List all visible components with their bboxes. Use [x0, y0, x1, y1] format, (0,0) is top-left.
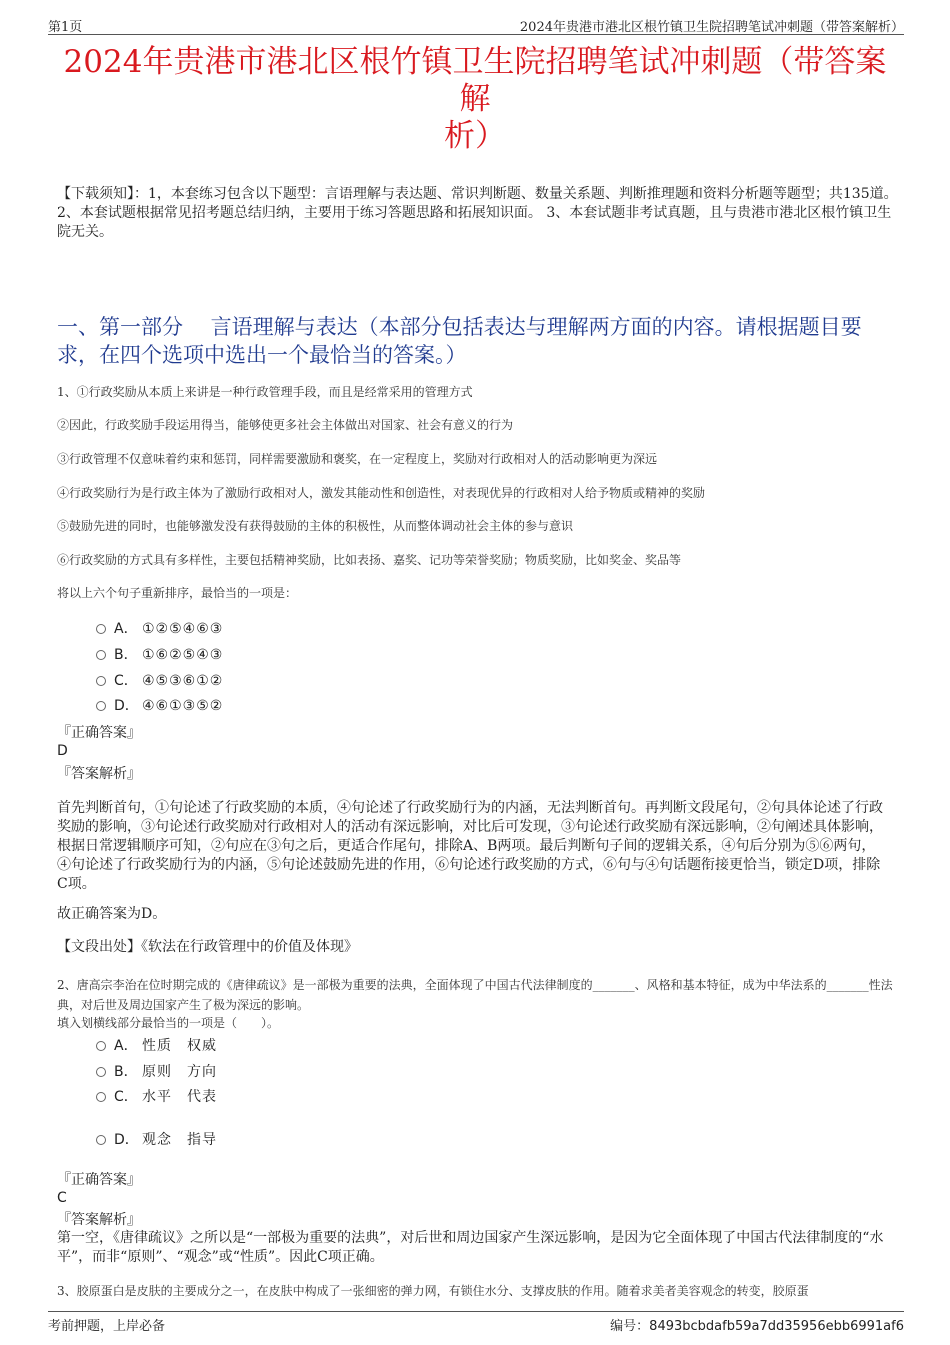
option-value: 水平 代表	[142, 1089, 217, 1105]
q2-answer-label: 『正确答案』	[57, 1172, 141, 1188]
page-number: 第1页	[48, 20, 83, 35]
q1-line-5: ⑤鼓励先进的同时，也能够激发没有获得鼓励的主体的积极性，从而整体调动社会主体的参与意识	[57, 519, 574, 533]
option-value: ①⑥②⑤④③	[142, 647, 224, 663]
q1-option-b[interactable]	[96, 646, 223, 664]
q1-conclusion: 故正确答案为D。	[57, 906, 167, 922]
option-key: B．	[114, 647, 138, 663]
q2-option-a[interactable]	[96, 1037, 217, 1055]
q1-option-d[interactable]	[96, 697, 223, 715]
option-key: D．	[114, 698, 139, 714]
option-value: ④⑥①③⑤②	[142, 698, 224, 714]
option-value: 性质 权威	[142, 1038, 217, 1054]
footer-code-label: 编号：	[610, 1319, 650, 1334]
option-key: D．	[114, 1132, 139, 1148]
q2-analysis: 第一空，《唐律疏议》之所以是“一部极为重要的法典”，对后世和周边国家产生深远影响，是因为它全面体现了中国古代法律制度的“水平”，而非“原则”、“观念”或“性质”。因此C项正确。	[57, 1230, 884, 1265]
page-footer	[48, 1311, 904, 1334]
radio-icon[interactable]	[96, 650, 106, 660]
option-key: A．	[114, 621, 138, 637]
option-value: 观念 指导	[142, 1132, 217, 1148]
q1-line-4: ④行政奖励行为是行政主体为了激励行政相对人，激发其能动性和创造性，对表现优异的行政相对人给予物质或精神的奖励	[57, 486, 706, 500]
option-key: C．	[114, 1089, 138, 1105]
q1-line-2: ②因此，行政奖励手段运用得当，能够使更多社会主体做出对国家、社会有意义的行为	[57, 418, 514, 432]
q2-answer: C	[57, 1190, 67, 1206]
footer-code-value: 8493bcbdafb59a7dd35956ebb6991af6	[649, 1319, 904, 1334]
q1-option-c[interactable]	[96, 672, 223, 690]
radio-icon[interactable]	[96, 624, 106, 634]
radio-icon[interactable]	[96, 1041, 106, 1051]
q1-option-a[interactable]	[96, 620, 223, 638]
download-notice: 【下载须知】：1，本套练习包含以下题型：言语理解与表达题、常识判断题、数量关系题、判断推理题和资料分析题等题型；共135道。 2、本套试题根据常见招考题总结归纳，主要用于练习答题思路和拓展知识面。 3、本套试题非考试真题，且与贵港市港北区根竹镇卫生院无关。	[57, 186, 898, 240]
q1-line-3: ③行政管理不仅意味着约束和惩罚，同样需要激励和褒奖，在一定程度上，奖励对行政相对人的活动影响更为深远	[57, 452, 658, 466]
option-value: ①②⑤④⑥③	[142, 621, 224, 637]
document-title	[50, 44, 900, 155]
option-value: ④⑤③⑥①②	[142, 673, 224, 689]
title-line-1: 2024年贵港市港北区根竹镇卫生院招聘笔试冲刺题（带答案解	[63, 44, 887, 117]
title-line-2: 析）	[444, 118, 506, 154]
radio-icon[interactable]	[96, 1067, 106, 1077]
footer-slogan: 考前押题，上岸必备	[48, 1319, 166, 1334]
q1-source: 【文段出处】《软法在行政管理中的价值及体现》	[57, 939, 358, 955]
footer-code	[610, 1315, 904, 1334]
q1-prompt: 将以上六个句子重新排序，最恰当的一项是：	[57, 586, 298, 600]
q3-text: 3、胶原蛋白是皮肤的主要成分之一，在皮肤中构成了一张细密的弹力网，有锁住水分、支撑皮肤的作用。随着求美者美容观念的转变，胶原蛋	[57, 1284, 809, 1298]
q2-prompt: 填入划横线部分最恰当的一项是（ ）。	[57, 1016, 280, 1030]
radio-icon[interactable]	[96, 1135, 106, 1145]
q1-analysis-label: 『答案解析』	[57, 766, 141, 782]
radio-icon[interactable]	[96, 1092, 106, 1102]
q2-option-c[interactable]	[96, 1088, 217, 1106]
q2-analysis-label: 『答案解析』	[57, 1212, 141, 1228]
option-key: C．	[114, 673, 138, 689]
option-value: 原则 方向	[142, 1064, 217, 1080]
section-title: 一、第一部分 言语理解与表达（本部分包括表达与理解两方面的内容。请根据题目要求，在四个选项中选出一个最恰当的答案。）	[57, 315, 862, 367]
radio-icon[interactable]	[96, 701, 106, 711]
q2-option-b[interactable]	[96, 1063, 217, 1081]
q2-option-d[interactable]	[96, 1131, 217, 1149]
option-key: B．	[114, 1064, 138, 1080]
q1-answer-label: 『正确答案』	[57, 725, 141, 741]
q1-line-6: ⑥行政奖励的方式具有多样性，主要包括精神奖励，比如表扬、嘉奖、记功等荣誉奖励；物质奖励，比如奖金、奖品等	[57, 553, 682, 567]
q1-answer: D	[57, 743, 68, 759]
option-key: A．	[114, 1038, 138, 1054]
header-doc-title: 2024年贵港市港北区根竹镇卫生院招聘笔试冲刺题（带答案解析）	[519, 20, 904, 35]
q1-analysis: 首先判断首句，①句论述了行政奖励的本质，④句论述了行政奖励行为的内涵，无法判断首句。再判断文段尾句，②句具体论述了行政奖励的影响，③句论述行政奖励对行政相对人的活动有深远影响，对比后可发现，③句论述行政奖励有深远影响，②句阐述具体影响，根据日常逻辑顺序可知，②句应在③句之后，更适合作尾句，排除A、B两项。最后判断句子间的逻辑关系，④句后分别为⑤⑥两句，④句论述了行政奖励行为的内涵，⑤句论述鼓励先进的作用，⑥句论述行政奖励的方式，⑥句与④句话题衔接更恰当，锁定D项，排除C项。	[57, 800, 883, 892]
q1-line-1: 1、①行政奖励从本质上来讲是一种行政管理手段，而且是经常采用的管理方式	[57, 385, 473, 399]
q2-text: 2、唐高宗李治在位时期完成的《唐律疏议》是一部极为重要的法典，全面体现了中国古代法律制度的_______、风格和基本特征，成为中华法系的_______性法典，对后世及周边国家产生了极为深远的影响。	[57, 978, 893, 1012]
radio-icon[interactable]	[96, 676, 106, 686]
page-header	[48, 14, 904, 35]
